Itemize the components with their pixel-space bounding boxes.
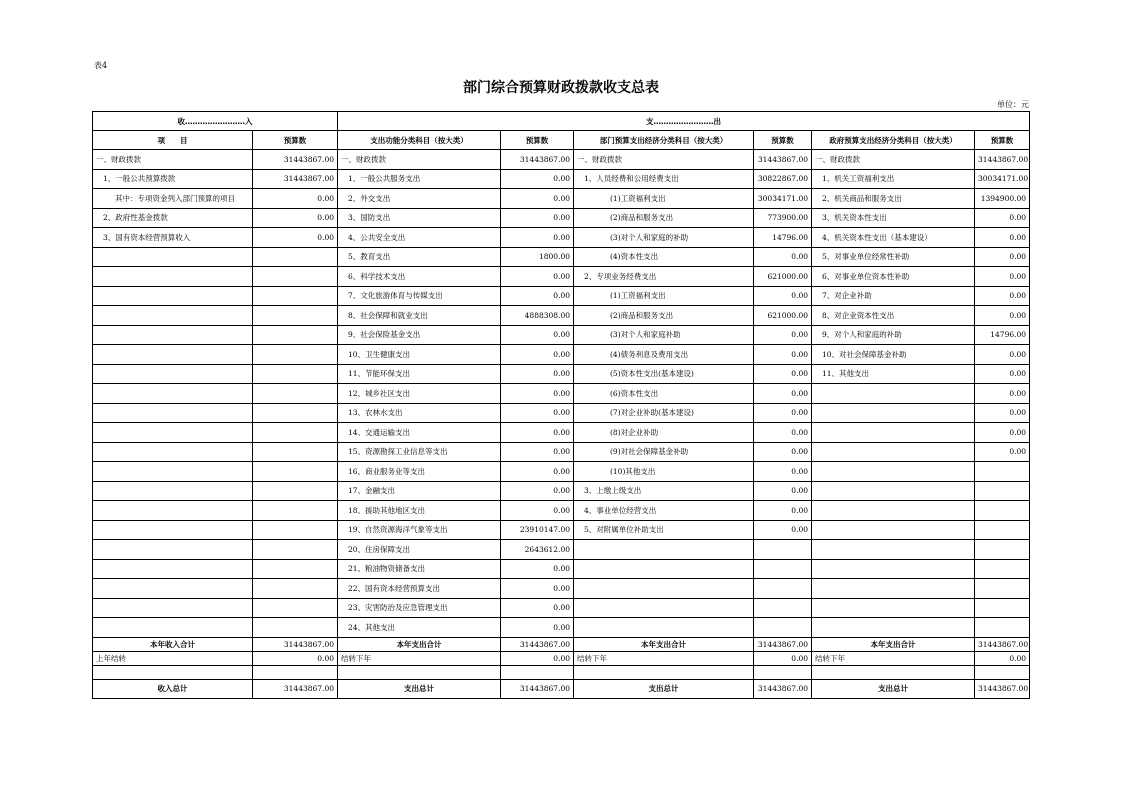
table-row	[93, 267, 1030, 287]
dept-item-value: 31443867.00	[754, 150, 812, 170]
gov-item-label: 7、对企业补助	[812, 286, 975, 306]
dept-item-label: (3)对个人和家庭的补助	[574, 228, 754, 248]
gov-item-value: 0.00	[975, 403, 1030, 423]
gov-grand-value: 31443867.00	[975, 679, 1030, 698]
header-amount: 预算数	[754, 131, 812, 150]
income-item-label: 一、财政拨款	[93, 150, 253, 170]
table-row	[93, 150, 1030, 170]
gov-item-label	[812, 481, 975, 501]
func-item-label: 4、公共安全支出	[338, 228, 501, 248]
func-item-value: 0.00	[501, 208, 574, 228]
func-grand-label: 支出总计	[338, 679, 501, 698]
budget-table	[92, 111, 1030, 699]
dept-item-label: (8)对企业补助	[574, 423, 754, 443]
total-row	[93, 637, 1030, 651]
gov-item-label	[812, 559, 975, 579]
gov-item-value: 1394900.00	[975, 189, 1030, 209]
income-item-label	[93, 423, 253, 443]
gov-item-label: 10、对社会保障基金补助	[812, 345, 975, 365]
func-carry-label: 结转下年	[338, 651, 501, 665]
income-item-label	[93, 267, 253, 287]
table-row	[93, 618, 1030, 638]
func-item-value: 0.00	[501, 286, 574, 306]
header-func: 支出功能分类科目（按大类）	[338, 131, 501, 150]
blank-row	[93, 665, 1030, 679]
dept-item-label	[574, 540, 754, 560]
dept-item-label	[574, 618, 754, 638]
gov-item-value: 0.00	[975, 364, 1030, 384]
dept-item-value	[754, 579, 812, 599]
func-item-label: 23、灾害防治及应急管理支出	[338, 598, 501, 618]
dept-item-label	[574, 598, 754, 618]
gov-item-label: 3、机关资本性支出	[812, 208, 975, 228]
blank-cell	[812, 665, 975, 679]
dept-carry-label: 结转下年	[574, 651, 754, 665]
unit-label: 单位：元	[997, 100, 1029, 109]
income-item-value	[253, 345, 338, 365]
income-item-label: 1、一般公共预算拨款	[93, 169, 253, 189]
income-item-value	[253, 520, 338, 540]
gov-item-value: 0.00	[975, 286, 1030, 306]
dept-item-value: 773900.00	[754, 208, 812, 228]
table-row	[93, 520, 1030, 540]
income-item-label	[93, 501, 253, 521]
gov-item-label	[812, 462, 975, 482]
gov-item-label	[812, 598, 975, 618]
section-header-row	[93, 112, 1030, 131]
func-item-label: 17、金融支出	[338, 481, 501, 501]
func-item-label: 21、粮油物资储备支出	[338, 559, 501, 579]
dept-item-label: (3)对个人和家庭补助	[574, 325, 754, 345]
gov-item-value: 0.00	[975, 247, 1030, 267]
gov-carry-label: 结转下年	[812, 651, 975, 665]
func-item-label: 15、资源勘探工业信息等支出	[338, 442, 501, 462]
func-item-label: 9、社会保险基金支出	[338, 325, 501, 345]
func-item-value: 0.00	[501, 345, 574, 365]
dept-grand-value: 31443867.00	[754, 679, 812, 698]
page-title: 部门综合预算财政拨款收支总表	[463, 80, 659, 96]
gov-item-value	[975, 540, 1030, 560]
func-item-label: 12、城乡社区支出	[338, 384, 501, 404]
dept-item-value: 0.00	[754, 442, 812, 462]
dept-item-label: (2)商品和服务支出	[574, 306, 754, 326]
gov-item-value	[975, 598, 1030, 618]
income-item-value	[253, 559, 338, 579]
table-row	[93, 306, 1030, 326]
income-item-value	[253, 462, 338, 482]
dept-item-label: (7)对企业补助(基本建设)	[574, 403, 754, 423]
func-item-value: 0.00	[501, 423, 574, 443]
income-item-value: 0.00	[253, 208, 338, 228]
gov-item-value	[975, 462, 1030, 482]
gov-item-label	[812, 442, 975, 462]
dept-item-value: 0.00	[754, 462, 812, 482]
func-item-value: 0.00	[501, 462, 574, 482]
income-item-label	[93, 364, 253, 384]
dept-item-value: 0.00	[754, 247, 812, 267]
table-row	[93, 364, 1030, 384]
func-item-value: 0.00	[501, 169, 574, 189]
gov-item-label: 9、对个人和家庭的补助	[812, 325, 975, 345]
header-dept: 部门预算支出经济分类科目（按大类）	[574, 131, 754, 150]
income-item-label	[93, 462, 253, 482]
gov-item-label: 11、其他支出	[812, 364, 975, 384]
dept-item-label: (9)对社会保障基金补助	[574, 442, 754, 462]
income-item-value	[253, 618, 338, 638]
income-item-value: 31443867.00	[253, 169, 338, 189]
dept-item-label: (1)工资福利支出	[574, 286, 754, 306]
income-item-label	[93, 325, 253, 345]
header-amount: 预算数	[501, 131, 574, 150]
gov-grand-label: 支出总计	[812, 679, 975, 698]
dept-item-label: (10)其他支出	[574, 462, 754, 482]
dept-item-label: 2、专项业务经费支出	[574, 267, 754, 287]
income-item-value: 0.00	[253, 228, 338, 248]
gov-item-value	[975, 618, 1030, 638]
dept-item-label: (4)债务利息及费用支出	[574, 345, 754, 365]
table-row	[93, 579, 1030, 599]
income-item-label	[93, 345, 253, 365]
income-item-value	[253, 364, 338, 384]
blank-cell	[501, 665, 574, 679]
func-item-label: 16、商业服务业等支出	[338, 462, 501, 482]
func-item-value: 0.00	[501, 403, 574, 423]
income-item-value	[253, 442, 338, 462]
gov-item-value: 0.00	[975, 384, 1030, 404]
dept-item-value: 621000.00	[754, 306, 812, 326]
func-item-value: 0.00	[501, 325, 574, 345]
func-item-value: 0.00	[501, 559, 574, 579]
func-item-label: 一、财政拨款	[338, 150, 501, 170]
func-total-value: 31443867.00	[501, 637, 574, 651]
gov-item-value	[975, 481, 1030, 501]
carry-row	[93, 651, 1030, 665]
dept-item-value: 0.00	[754, 384, 812, 404]
func-item-label: 19、自然资源海洋气象等支出	[338, 520, 501, 540]
table-row	[93, 169, 1030, 189]
gov-total-label: 本年支出合计	[812, 637, 975, 651]
dept-item-value: 0.00	[754, 520, 812, 540]
gov-carry-value: 0.00	[975, 651, 1030, 665]
blank-cell	[574, 665, 754, 679]
func-grand-value: 31443867.00	[501, 679, 574, 698]
func-item-value: 0.00	[501, 267, 574, 287]
func-item-value: 4888308.00	[501, 306, 574, 326]
dept-item-label: (1)工资福利支出	[574, 189, 754, 209]
blank-cell	[754, 665, 812, 679]
func-item-value: 0.00	[501, 228, 574, 248]
dept-total-value: 31443867.00	[754, 637, 812, 651]
income-item-label	[93, 286, 253, 306]
func-item-value: 23910147.00	[501, 520, 574, 540]
dept-item-value: 30034171.00	[754, 189, 812, 209]
table-row	[93, 208, 1030, 228]
income-item-label	[93, 559, 253, 579]
income-item-value	[253, 384, 338, 404]
gov-item-value: 0.00	[975, 267, 1030, 287]
income-item-label: 3、国有资本经营预算收入	[93, 228, 253, 248]
income-carry-value: 0.00	[253, 651, 338, 665]
income-item-value	[253, 403, 338, 423]
dept-item-value: 0.00	[754, 325, 812, 345]
header-item: 项 目	[93, 131, 253, 150]
table-row	[93, 462, 1030, 482]
func-item-value: 2643612.00	[501, 540, 574, 560]
dept-item-value: 0.00	[754, 501, 812, 521]
func-item-label: 5、教育支出	[338, 247, 501, 267]
table-row	[93, 423, 1030, 443]
gov-item-label	[812, 423, 975, 443]
gov-item-label: 5、对事业单位经常性补助	[812, 247, 975, 267]
dept-item-value: 14796.00	[754, 228, 812, 248]
dept-item-label: (4)资本性支出	[574, 247, 754, 267]
income-item-value	[253, 267, 338, 287]
func-item-value: 0.00	[501, 501, 574, 521]
gov-item-value: 30034171.00	[975, 169, 1030, 189]
header-gov: 政府预算支出经济分类科目（按大类）	[812, 131, 975, 150]
gov-item-label	[812, 501, 975, 521]
income-item-label	[93, 520, 253, 540]
func-total-label: 本年支出合计	[338, 637, 501, 651]
income-total-label: 本年收入合计	[93, 637, 253, 651]
func-item-value: 0.00	[501, 579, 574, 599]
grand-total-row	[93, 679, 1030, 698]
dept-item-label: 4、事业单位经营支出	[574, 501, 754, 521]
gov-item-label: 2、机关商品和服务支出	[812, 189, 975, 209]
dept-item-label: 1、人员经费和公用经费支出	[574, 169, 754, 189]
func-carry-value: 0.00	[501, 651, 574, 665]
expense-section-header: 支……………………出	[338, 112, 1030, 131]
income-item-label	[93, 598, 253, 618]
income-item-value: 31443867.00	[253, 150, 338, 170]
gov-item-value: 0.00	[975, 306, 1030, 326]
table-row	[93, 247, 1030, 267]
blank-cell	[338, 665, 501, 679]
gov-item-value: 0.00	[975, 423, 1030, 443]
func-item-value: 0.00	[501, 618, 574, 638]
income-item-value	[253, 598, 338, 618]
dept-item-value: 0.00	[754, 345, 812, 365]
func-item-value: 1800.00	[501, 247, 574, 267]
gov-item-value: 0.00	[975, 208, 1030, 228]
income-item-label	[93, 481, 253, 501]
func-item-value: 31443867.00	[501, 150, 574, 170]
func-item-label: 20、住房保障支出	[338, 540, 501, 560]
func-item-value: 0.00	[501, 598, 574, 618]
gov-item-label	[812, 540, 975, 560]
dept-item-label: 5、对附属单位补助支出	[574, 520, 754, 540]
table-row	[93, 598, 1030, 618]
table-row	[93, 384, 1030, 404]
func-item-label: 24、其他支出	[338, 618, 501, 638]
func-item-label: 3、国防支出	[338, 208, 501, 228]
table-row	[93, 228, 1030, 248]
func-item-label: 11、节能环保支出	[338, 364, 501, 384]
func-item-label: 7、文化旅游体育与传媒支出	[338, 286, 501, 306]
column-header-row	[93, 131, 1030, 150]
func-item-label: 6、科学技术支出	[338, 267, 501, 287]
func-item-label: 2、外交支出	[338, 189, 501, 209]
income-item-value	[253, 247, 338, 267]
table-number: 表4	[94, 61, 108, 70]
dept-item-value	[754, 559, 812, 579]
gov-item-value: 0.00	[975, 345, 1030, 365]
dept-item-value: 0.00	[754, 403, 812, 423]
gov-item-value: 0.00	[975, 442, 1030, 462]
blank-cell	[253, 665, 338, 679]
gov-item-value	[975, 520, 1030, 540]
income-item-label	[93, 442, 253, 462]
table-row	[93, 540, 1030, 560]
gov-item-label: 8、对企业资本性支出	[812, 306, 975, 326]
header-amount: 预算数	[253, 131, 338, 150]
income-item-label	[93, 306, 253, 326]
income-item-label	[93, 618, 253, 638]
income-item-value	[253, 501, 338, 521]
dept-item-value	[754, 540, 812, 560]
gov-item-label	[812, 520, 975, 540]
dept-item-value: 30822867.00	[754, 169, 812, 189]
dept-item-label: 一、财政拨款	[574, 150, 754, 170]
income-item-value	[253, 423, 338, 443]
gov-item-label	[812, 579, 975, 599]
income-item-label: 2、政府性基金拨款	[93, 208, 253, 228]
income-item-value	[253, 481, 338, 501]
dept-item-label: (2)商品和服务支出	[574, 208, 754, 228]
table-row	[93, 481, 1030, 501]
table-row	[93, 345, 1030, 365]
dept-total-label: 本年支出合计	[574, 637, 754, 651]
dept-item-value	[754, 618, 812, 638]
income-total-value: 31443867.00	[253, 637, 338, 651]
dept-item-value: 0.00	[754, 481, 812, 501]
income-item-value	[253, 540, 338, 560]
func-item-label: 18、援助其他地区支出	[338, 501, 501, 521]
func-item-label: 10、卫生健康支出	[338, 345, 501, 365]
func-item-label: 14、交通运输支出	[338, 423, 501, 443]
gov-total-value: 31443867.00	[975, 637, 1030, 651]
income-item-label	[93, 403, 253, 423]
dept-item-value: 0.00	[754, 364, 812, 384]
income-grand-value: 31443867.00	[253, 679, 338, 698]
dept-item-value: 0.00	[754, 423, 812, 443]
income-carry-label: 上年结转	[93, 651, 253, 665]
income-item-label	[93, 540, 253, 560]
func-item-value: 0.00	[501, 481, 574, 501]
dept-grand-label: 支出总计	[574, 679, 754, 698]
table-row	[93, 325, 1030, 345]
income-item-label	[93, 579, 253, 599]
func-item-value: 0.00	[501, 189, 574, 209]
gov-item-value	[975, 579, 1030, 599]
blank-cell	[975, 665, 1030, 679]
income-section-header: 收……………………入	[93, 112, 338, 131]
gov-item-label: 6、对事业单位资本性补助	[812, 267, 975, 287]
gov-item-label	[812, 384, 975, 404]
dept-item-value	[754, 598, 812, 618]
dept-carry-value: 0.00	[754, 651, 812, 665]
gov-item-label	[812, 618, 975, 638]
table-row	[93, 501, 1030, 521]
header-amount: 预算数	[975, 131, 1030, 150]
dept-item-value: 621000.00	[754, 267, 812, 287]
func-item-label: 1、一般公共服务支出	[338, 169, 501, 189]
table-row	[93, 442, 1030, 462]
dept-item-label	[574, 559, 754, 579]
dept-item-label: (5)资本性支出(基本建设)	[574, 364, 754, 384]
func-item-value: 0.00	[501, 442, 574, 462]
income-item-label: 其中：专项资金列入部门预算的项目	[93, 189, 253, 209]
gov-item-label	[812, 403, 975, 423]
func-item-value: 0.00	[501, 384, 574, 404]
gov-item-label: 4、机关资本性支出（基本建设）	[812, 228, 975, 248]
income-item-value	[253, 286, 338, 306]
income-item-value	[253, 306, 338, 326]
gov-item-value	[975, 559, 1030, 579]
blank-cell	[93, 665, 253, 679]
dept-item-value: 0.00	[754, 286, 812, 306]
income-item-label	[93, 247, 253, 267]
income-item-value	[253, 579, 338, 599]
table-row	[93, 286, 1030, 306]
func-item-value: 0.00	[501, 364, 574, 384]
dept-item-label: 3、上缴上级支出	[574, 481, 754, 501]
func-item-label: 22、国有资本经营预算支出	[338, 579, 501, 599]
gov-item-value: 0.00	[975, 228, 1030, 248]
income-grand-label: 收入总计	[93, 679, 253, 698]
dept-item-label: (6)资本性支出	[574, 384, 754, 404]
gov-item-value	[975, 501, 1030, 521]
gov-item-value: 14796.00	[975, 325, 1030, 345]
table-row	[93, 403, 1030, 423]
table-row	[93, 189, 1030, 209]
income-item-value: 0.00	[253, 189, 338, 209]
gov-item-label: 一、财政拨款	[812, 150, 975, 170]
gov-item-value: 31443867.00	[975, 150, 1030, 170]
income-item-label	[93, 384, 253, 404]
dept-item-label	[574, 579, 754, 599]
func-item-label: 8、社会保障和就业支出	[338, 306, 501, 326]
table-row	[93, 559, 1030, 579]
gov-item-label: 1、机关工资福利支出	[812, 169, 975, 189]
income-item-value	[253, 325, 338, 345]
func-item-label: 13、农林水支出	[338, 403, 501, 423]
